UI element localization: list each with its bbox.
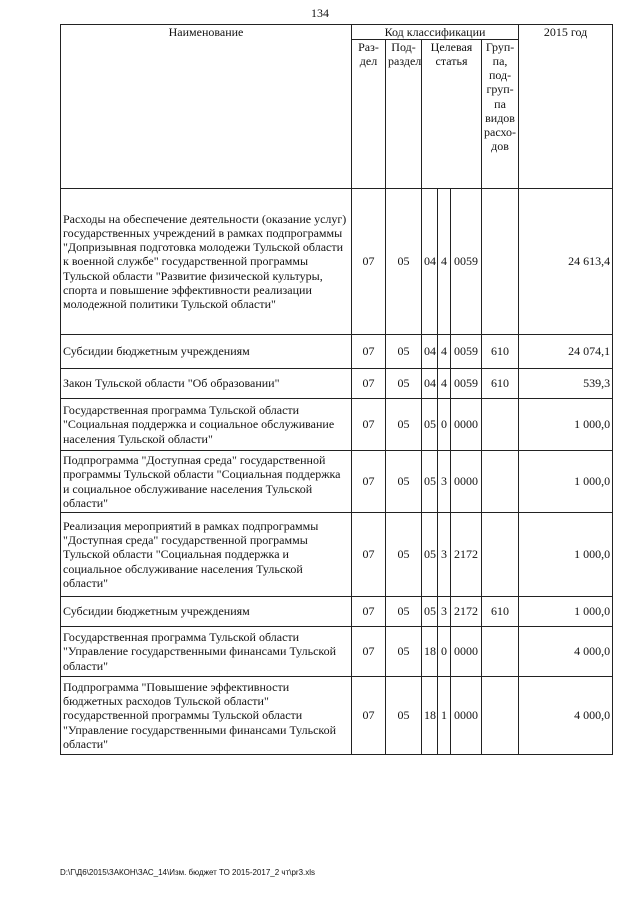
table-row [61,189,613,335]
row-name: Реализация мероприятий в рамках подпрограммы "Доступная среда" государственной программы Тульской области "Социальная поддержка и социальное обслуживание населения Тульской области" [61,513,352,597]
row-amount: 1 000,0 [519,451,613,513]
row-target-code-3: 0059 [451,369,482,399]
table-row [61,451,613,513]
row-target-code-1: 05 [422,399,438,451]
row-expense-group: 610 [482,597,519,627]
table-row [61,369,613,399]
table-row [61,597,613,627]
row-target-code-1: 04 [422,369,438,399]
row-razdel: 07 [352,399,386,451]
row-target-code-2: 0 [438,627,451,677]
row-target-code-1: 05 [422,451,438,513]
row-name: Государственная программа Тульской области "Социальная поддержка и социальное обслуживание населения Тульской области" [61,399,352,451]
row-target-code-2: 3 [438,451,451,513]
row-razdel: 07 [352,189,386,335]
row-target-code-3: 0000 [451,451,482,513]
table-row [61,335,613,369]
row-expense-group: 610 [482,335,519,369]
row-target-code-3: 0000 [451,399,482,451]
table-row [61,677,613,755]
row-amount: 24 613,4 [519,189,613,335]
header-classification: Код классификации [352,25,519,40]
row-name: Субсидии бюджетным учреждениям [61,597,352,627]
budget-table [60,24,613,755]
row-amount: 4 000,0 [519,677,613,755]
row-podrazdel: 05 [386,597,422,627]
row-target-code-2: 4 [438,189,451,335]
table-row [61,513,613,597]
header-razdel: Раз-дел [352,40,386,189]
row-expense-group [482,189,519,335]
row-podrazdel: 05 [386,189,422,335]
table-row [61,399,613,451]
row-target-code-3: 2172 [451,513,482,597]
row-name: Расходы на обеспечение деятельности (оказание услуг) государственных учреждений в рамках подпрограммы "Допризывная подготовка молодежи Тульской области к военной службе" государственной программы Тульской области "Развитие физической культуры, спорта и повышение эффективности реализации молодежной политики Тульской области" [61,189,352,335]
row-podrazdel: 05 [386,627,422,677]
row-razdel: 07 [352,513,386,597]
row-expense-group [482,513,519,597]
row-name: Подпрограмма "Доступная среда" государственной программы Тульской области "Социальная поддержка и социальное обслуживание населения Тульской области" [61,451,352,513]
header-podrazdel: Под-раздел [386,40,422,189]
row-name: Закон Тульской области "Об образовании" [61,369,352,399]
row-expense-group [482,627,519,677]
row-target-code-3: 0000 [451,627,482,677]
row-podrazdel: 05 [386,513,422,597]
header-name: Наименование [61,25,352,189]
row-podrazdel: 05 [386,451,422,513]
row-podrazdel: 05 [386,335,422,369]
row-target-code-2: 3 [438,597,451,627]
footer-file-path: D:\Г\Д6\2015\ЗАКОН\ЗАС_14\Изм. бюджет ТО 2015-2017_2 чт\pr3.xls [60,868,316,877]
row-podrazdel: 05 [386,399,422,451]
row-target-code-1: 04 [422,335,438,369]
table-row [61,627,613,677]
row-razdel: 07 [352,451,386,513]
row-target-code-2: 0 [438,399,451,451]
row-amount: 1 000,0 [519,597,613,627]
row-podrazdel: 05 [386,677,422,755]
row-amount: 24 074,1 [519,335,613,369]
row-name: Подпрограмма "Повышение эффективности бюджетных расходов Тульской области" государственной программы Тульской области "Управление государственными финансами Тульской области" [61,677,352,755]
row-target-code-2: 4 [438,369,451,399]
header-year: 2015 год [519,25,613,189]
header-row-top [61,25,613,40]
page-number: 134 [311,6,329,20]
row-podrazdel: 05 [386,369,422,399]
row-target-code-3: 2172 [451,597,482,627]
row-amount: 539,3 [519,369,613,399]
row-target-code-3: 0059 [451,335,482,369]
row-target-code-2: 3 [438,513,451,597]
row-razdel: 07 [352,677,386,755]
row-amount: 4 000,0 [519,627,613,677]
row-target-code-3: 0000 [451,677,482,755]
row-target-code-1: 05 [422,513,438,597]
header-target-article: Целевая статья [422,40,482,189]
row-name: Субсидии бюджетным учреждениям [61,335,352,369]
row-amount: 1 000,0 [519,399,613,451]
row-target-code-1: 04 [422,189,438,335]
row-target-code-1: 18 [422,627,438,677]
row-razdel: 07 [352,627,386,677]
row-expense-group: 610 [482,369,519,399]
row-name: Государственная программа Тульской области "Управление государственными финансами Тульской области" [61,627,352,677]
row-razdel: 07 [352,597,386,627]
row-target-code-1: 18 [422,677,438,755]
row-expense-group [482,451,519,513]
row-target-code-2: 4 [438,335,451,369]
table-body [61,189,613,755]
row-razdel: 07 [352,369,386,399]
row-expense-group [482,399,519,451]
row-razdel: 07 [352,335,386,369]
row-target-code-1: 05 [422,597,438,627]
row-amount: 1 000,0 [519,513,613,597]
row-target-code-2: 1 [438,677,451,755]
row-expense-group [482,677,519,755]
header-expense-group: Груп-па, под-груп-па видов расхо-дов [482,40,519,189]
row-target-code-3: 0059 [451,189,482,335]
